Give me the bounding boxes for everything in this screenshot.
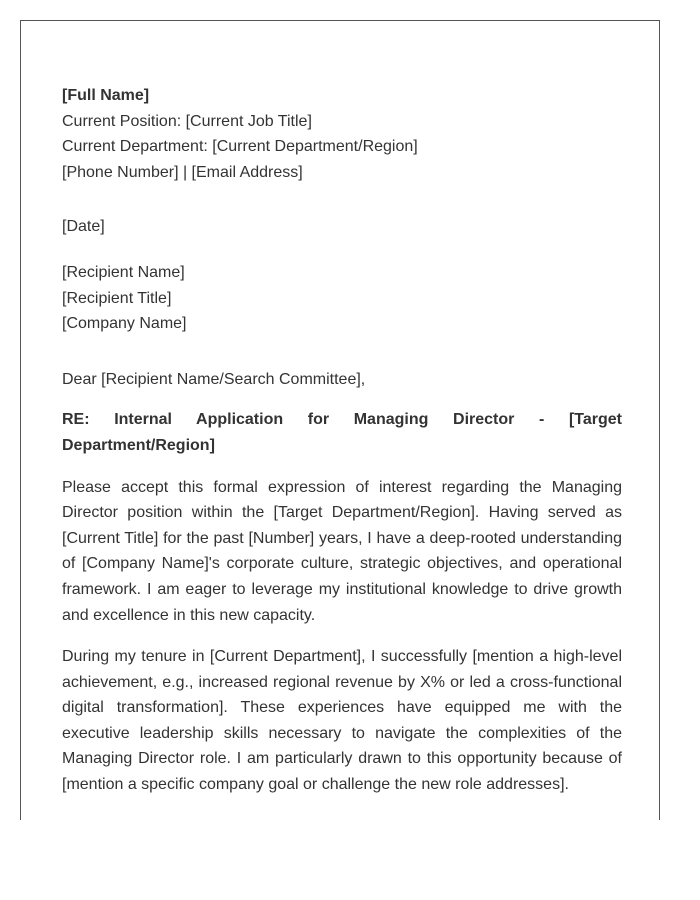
sender-block <box>62 83 622 185</box>
recipient-block <box>62 260 622 337</box>
letter-date: [Date] <box>62 218 105 236</box>
recipient-name: [Recipient Name] <box>62 263 185 281</box>
sender-name: [Full Name] <box>62 87 150 104</box>
body-paragraph-1: Please accept this formal expression of interest regarding the Managing Director position within the [Target Department/Region]. Having served as [Current Title] for the past [Number] years, I have a deep-rooted understanding of [Company Name]'s corporate culture, strategic objectives, and operational framework. I am eager to leverage my institutional knowledge to drive growth and excellence in this new capacity. <box>62 478 622 624</box>
recipient-company: [Company Name] <box>62 315 187 333</box>
salutation: Dear [Recipient Name/Search Committee], <box>62 370 366 388</box>
letter-body <box>62 83 622 798</box>
subject-line: RE: Internal Application for Managing Director - [Target Department/Region] <box>62 411 622 454</box>
sender-position: Current Position: [Current Job Title] <box>62 112 312 130</box>
letter-page <box>20 20 660 820</box>
sender-contact: [Phone Number] | [Email Address] <box>62 163 303 181</box>
body-paragraph-2: During my tenure in [Current Department], I successfully [mention a high-level achievement, e.g., increased regional revenue by X% or led a cross-functional digital transformation]. These experiences have equipped me with the executive leadership skills necessary to navigate the complexities of the Managing Director role. I am particularly drawn to this opportunity because of [mention a specific company goal or challenge the new role addresses]. <box>62 648 622 794</box>
recipient-title: [Recipient Title] <box>62 289 172 307</box>
sender-department: Current Department: [Current Department/Region] <box>62 138 418 156</box>
